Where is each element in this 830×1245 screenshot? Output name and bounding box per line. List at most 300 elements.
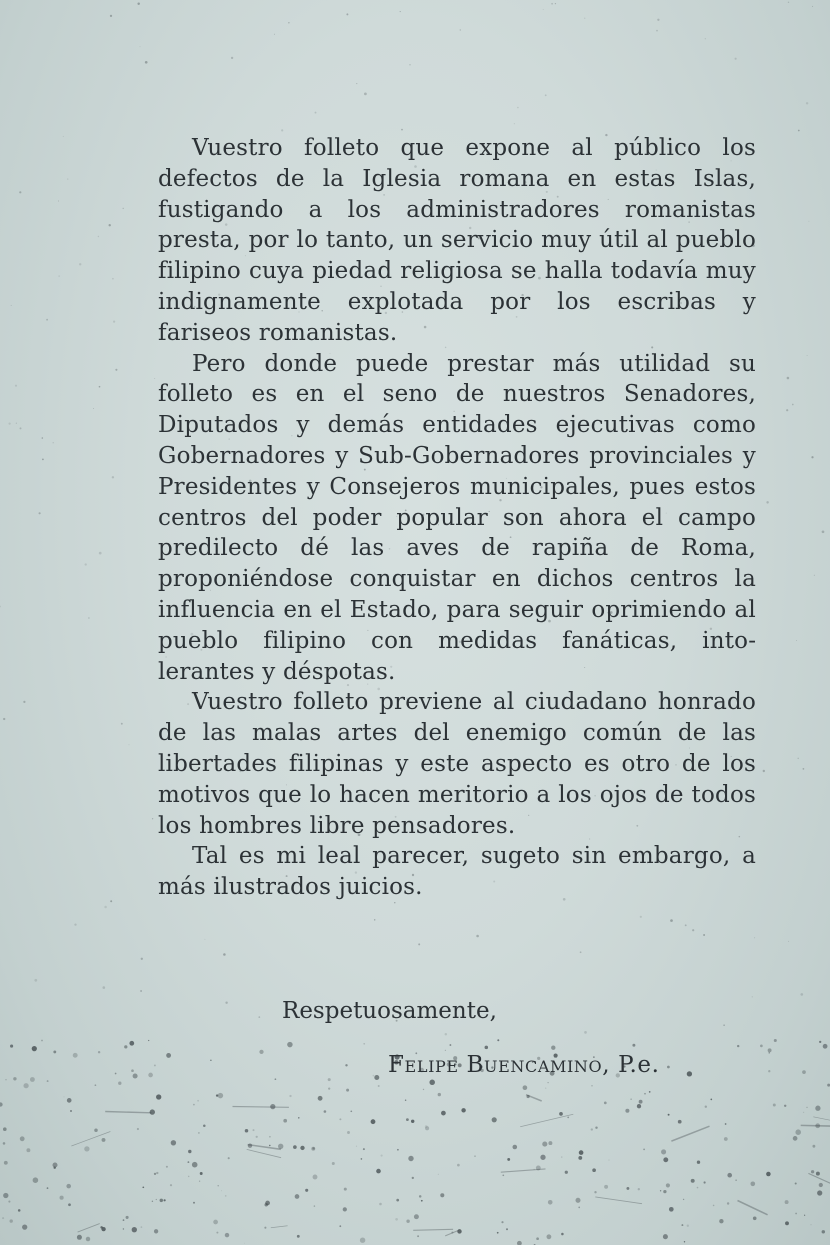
speckle: [154, 1229, 158, 1233]
speckle: [346, 1089, 349, 1092]
speckle: [723, 1024, 725, 1026]
speckle: [8, 1201, 10, 1203]
speckle: [154, 378, 155, 379]
speckle: [822, 1230, 825, 1233]
speckle: [492, 1117, 497, 1122]
speckle: [100, 1226, 102, 1228]
speckle: [609, 1160, 610, 1161]
speckle: [497, 1232, 499, 1234]
speckle: [425, 1126, 429, 1130]
speckle: [763, 770, 765, 772]
speckle: [121, 723, 123, 725]
speckle: [666, 1183, 670, 1187]
signature-suffix: P.e.: [618, 1052, 660, 1078]
speckle: [797, 758, 798, 759]
speckle: [63, 136, 64, 137]
scratch: [413, 1229, 453, 1230]
scratch: [105, 1112, 151, 1113]
speckle: [374, 919, 375, 920]
speckle: [812, 6, 813, 7]
speckle: [685, 924, 687, 926]
speckle: [793, 1136, 798, 1141]
speckle: [417, 1235, 419, 1237]
speckle: [578, 1156, 582, 1160]
speckle: [328, 1087, 330, 1089]
speckle: [595, 1126, 597, 1128]
speckle: [3, 1193, 8, 1198]
speckle: [129, 1041, 134, 1046]
speckle: [592, 1168, 596, 1172]
speckle: [485, 1046, 489, 1050]
speckle: [545, 1087, 546, 1088]
speckle: [225, 1001, 227, 1003]
speckle: [637, 1104, 641, 1108]
speckle: [364, 93, 367, 96]
speckle: [66, 1184, 71, 1189]
speckle: [379, 1203, 382, 1206]
speckle: [156, 1094, 161, 1099]
speckle: [798, 130, 800, 132]
speckle: [768, 1070, 770, 1072]
speckle: [124, 1045, 127, 1048]
speckle: [112, 476, 114, 478]
speckle: [517, 1241, 522, 1245]
speckle: [131, 1069, 134, 1072]
speckle: [506, 1228, 508, 1230]
speckle: [10, 1219, 13, 1222]
speckle: [543, 9, 544, 10]
speckle: [604, 1185, 608, 1189]
speckle: [59, 276, 60, 277]
speckle: [803, 768, 805, 770]
speckle: [812, 1145, 815, 1148]
scratch: [233, 1107, 289, 1108]
speckle: [99, 386, 101, 388]
letter-body: [158, 133, 756, 903]
speckle: [278, 1144, 283, 1149]
speckle: [703, 934, 705, 936]
speckle: [283, 1119, 287, 1123]
scratch: [501, 1169, 546, 1172]
speckle: [795, 1129, 801, 1135]
speckle: [275, 1078, 277, 1080]
speckle: [536, 1237, 539, 1240]
speckle: [561, 1233, 564, 1236]
speckle: [565, 1171, 568, 1174]
speckle: [684, 1241, 685, 1242]
speckle: [713, 1205, 715, 1207]
speckle: [152, 818, 153, 819]
speckle: [13, 1077, 16, 1080]
speckle: [406, 1118, 409, 1121]
speckle: [376, 1169, 381, 1174]
speckle: [145, 61, 148, 64]
speckle: [819, 1183, 823, 1187]
speckle: [332, 1162, 335, 1165]
scratch: [595, 1197, 642, 1204]
signature: [388, 1052, 660, 1078]
speckle: [807, 355, 808, 356]
speckle: [625, 1109, 629, 1113]
speckle: [98, 236, 99, 237]
speckle: [30, 1077, 35, 1082]
scratch: [78, 1224, 100, 1233]
speckle: [405, 1099, 406, 1100]
speckle: [408, 1156, 413, 1161]
speckle: [210, 1060, 211, 1061]
speckle: [692, 929, 694, 931]
speckle: [804, 1215, 805, 1216]
speckle: [347, 1131, 350, 1134]
speckle: [656, 30, 658, 32]
paragraph-2: Pero donde puede prestar más utilidad su folleto es en el seno de nuestros Senadores, Diputados y demás entidades ejecutivas como Gobernadores y Sub-Gobernadores provinciales y Presidentes y Consejeros municipales, pues estos centros del poder popular son ahora el campo predilecto dé las aves de rapiña de Roma, proponiéndose conquistar en dichos centros la influencia en el Estado, para seguir oprimiendo al pueblo filipino con medidas fanáticas, intolerantes y déspotas.: [158, 350, 756, 685]
speckle: [204, 939, 205, 940]
speckle: [95, 1084, 97, 1086]
speckle: [644, 1093, 646, 1095]
speckle: [339, 1225, 341, 1227]
speckle: [414, 1214, 419, 1219]
speckle: [705, 1105, 707, 1107]
speckle: [148, 1073, 153, 1078]
speckle: [750, 1181, 755, 1186]
closing-salutation: Respetuosamente,: [282, 998, 497, 1024]
speckle: [216, 1232, 218, 1234]
speckle: [200, 1172, 203, 1175]
speckle: [545, 94, 547, 96]
speckle: [735, 58, 737, 60]
speckle: [221, 1190, 222, 1191]
speckle: [559, 1112, 563, 1116]
speckle: [140, 990, 142, 992]
speckle: [640, 916, 642, 918]
speckle: [409, 64, 410, 65]
speckle: [691, 1179, 695, 1183]
speckle: [406, 1219, 409, 1222]
speckle: [11, 305, 12, 306]
speckle: [579, 1150, 584, 1155]
speckle: [760, 1045, 763, 1048]
speckle: [811, 1170, 814, 1173]
speckle: [429, 1080, 435, 1086]
speckle: [802, 1070, 806, 1074]
speckle: [551, 1046, 555, 1050]
speckle: [657, 19, 659, 21]
speckle: [423, 1089, 424, 1090]
speckle: [378, 1085, 380, 1087]
speckle: [154, 1173, 156, 1175]
speckle: [497, 1039, 499, 1041]
speckle: [68, 1203, 71, 1206]
paragraph-4: Tal es mi leal parecer, sugeto sin embargo, a más ilustrados juicios.: [158, 843, 756, 901]
speckle: [42, 437, 44, 439]
speckle: [705, 38, 706, 39]
speckle: [660, 1190, 661, 1191]
speckle: [110, 15, 112, 17]
speckle: [203, 1125, 206, 1128]
speckle: [123, 1228, 124, 1229]
speckle: [315, 112, 317, 114]
speckle: [517, 107, 519, 109]
speckle: [769, 1052, 770, 1053]
scratch: [247, 1149, 281, 1157]
speckle: [669, 1207, 674, 1212]
speckle: [461, 1108, 465, 1112]
speckle: [32, 1046, 37, 1051]
speckle: [784, 1105, 786, 1107]
speckle: [356, 83, 357, 84]
speckle: [123, 208, 124, 209]
speckle: [594, 1191, 596, 1193]
speckle: [318, 1096, 323, 1101]
speckle: [305, 1189, 308, 1192]
speckle: [639, 1100, 643, 1104]
speckle: [395, 1218, 398, 1221]
speckle: [86, 1237, 90, 1241]
speckle: [245, 1129, 249, 1133]
speckle: [53, 1166, 55, 1168]
speckle: [141, 958, 143, 960]
speckle: [548, 1141, 552, 1145]
speckle: [810, 1224, 811, 1225]
speckle: [811, 456, 813, 458]
speckle: [687, 1225, 689, 1227]
speckle: [513, 1145, 518, 1150]
speckle: [344, 1188, 347, 1191]
speckle: [64, 1096, 65, 1097]
speckle: [800, 993, 803, 996]
speckle: [773, 1104, 776, 1107]
speckle: [103, 986, 106, 989]
speckle: [697, 1187, 699, 1189]
speckle: [710, 1099, 712, 1101]
speckle: [115, 369, 117, 371]
speckle: [85, 563, 87, 565]
speckle: [580, 951, 582, 953]
speckle: [507, 1158, 510, 1161]
speckle: [70, 1110, 72, 1112]
speckle: [752, 996, 753, 997]
speckle: [787, 377, 790, 380]
speckle: [668, 1114, 670, 1116]
speckle: [441, 1111, 446, 1116]
speckle: [109, 224, 111, 226]
speckle: [84, 1146, 89, 1151]
paragraph-3: Vuestro folleto previene al ciudadano honrado de las malas artes del enemigo común de las libertades filipinas y este aspecto es otro de los motivos que lo hacen meritorio a los ojos de todos los hombres libre pensadores.: [158, 689, 756, 839]
speckle: [23, 701, 25, 703]
speckle: [725, 1123, 727, 1125]
speckle: [67, 1098, 72, 1103]
speckle: [445, 1050, 446, 1051]
speckle: [795, 1213, 797, 1215]
speckle: [9, 423, 11, 425]
speckle: [140, 46, 141, 47]
speckle: [397, 1149, 399, 1151]
speckle: [457, 1229, 461, 1233]
speckle: [110, 900, 112, 902]
speckle: [476, 935, 479, 938]
speckle: [663, 1190, 666, 1193]
speckle: [575, 1198, 580, 1203]
speckle: [449, 1044, 451, 1046]
scratch: [801, 1125, 830, 1126]
speckle: [244, 1243, 245, 1244]
speckle: [60, 1196, 64, 1200]
speckle: [231, 57, 233, 59]
speckle: [356, 1146, 357, 1147]
speckle: [814, 575, 815, 576]
speckle: [163, 1199, 165, 1201]
speckle: [5, 1079, 6, 1080]
speckle: [643, 1149, 645, 1151]
speckle: [293, 1145, 297, 1149]
speckle: [142, 1186, 144, 1188]
speckle: [806, 1107, 807, 1108]
speckle: [88, 617, 90, 619]
speckle: [193, 1202, 195, 1204]
speckle: [67, 179, 68, 180]
speckle: [133, 1073, 138, 1078]
speckle: [22, 1224, 27, 1229]
speckle: [132, 1227, 137, 1232]
speckle: [808, 221, 809, 222]
speckle: [264, 1227, 266, 1229]
speckle: [540, 1155, 545, 1160]
speckle: [785, 1200, 789, 1204]
speckle: [786, 409, 788, 411]
speckle: [113, 321, 115, 323]
speckle: [578, 1207, 580, 1209]
speckle: [735, 1179, 737, 1181]
speckle: [33, 1177, 39, 1183]
signature-name: Felipe Buencamino,: [388, 1052, 611, 1078]
speckle: [724, 1137, 728, 1141]
speckle: [3, 1142, 6, 1145]
speckle: [361, 1158, 363, 1160]
speckle: [198, 1132, 200, 1134]
speckle: [360, 1237, 365, 1242]
speckle: [502, 1174, 504, 1176]
speckle: [697, 1161, 700, 1164]
speckle: [567, 1117, 569, 1119]
speckle: [73, 1053, 78, 1058]
speckle: [501, 1221, 503, 1223]
speckle: [188, 1150, 191, 1153]
speckle: [806, 102, 808, 104]
speckle: [604, 1102, 607, 1105]
speckle: [166, 1053, 171, 1058]
speckle: [819, 1041, 821, 1043]
speckle: [363, 1043, 365, 1045]
speckle: [39, 512, 41, 514]
speckle: [822, 530, 825, 533]
speckle: [225, 1233, 229, 1237]
speckle: [228, 1157, 230, 1159]
speckle: [547, 1082, 548, 1083]
speckle: [788, 941, 789, 942]
speckle: [3, 718, 5, 720]
speckle: [256, 1136, 258, 1138]
speckle: [93, 408, 94, 409]
speckle: [102, 1138, 106, 1142]
speckle: [253, 1129, 255, 1131]
speckle: [678, 1120, 682, 1124]
speckle: [551, 3, 553, 5]
scratch: [248, 1145, 281, 1150]
speckle: [823, 1044, 828, 1049]
speckle: [687, 1071, 692, 1076]
speckle: [77, 1235, 82, 1240]
speckle: [269, 1136, 271, 1138]
speckle: [803, 1112, 804, 1113]
speckle: [3, 1127, 7, 1131]
speckle: [774, 1039, 777, 1042]
speckle: [192, 1162, 198, 1168]
speckle: [0, 606, 1, 608]
speckle: [188, 1176, 190, 1178]
speckle: [281, 129, 283, 131]
speckle: [514, 123, 515, 124]
speckle: [148, 1040, 149, 1041]
speckle: [115, 1073, 117, 1075]
speckle: [632, 1044, 635, 1047]
speckle: [217, 1185, 218, 1186]
speckle: [412, 1177, 414, 1179]
speckle: [792, 404, 794, 406]
speckle: [126, 1216, 129, 1219]
speckle: [667, 1066, 670, 1069]
speckle: [46, 319, 48, 321]
speckle: [704, 1181, 706, 1183]
speckle: [343, 1207, 347, 1211]
speckle: [339, 1118, 341, 1120]
speckle: [381, 1155, 383, 1157]
speckle: [170, 1184, 172, 1186]
speckle: [371, 1119, 376, 1124]
speckle: [269, 1145, 270, 1146]
speckle: [26, 1148, 30, 1152]
scratch: [445, 1230, 458, 1236]
speckle: [815, 1106, 820, 1111]
speckle: [584, 18, 585, 19]
speckle: [0, 1102, 3, 1106]
speckle: [753, 1216, 757, 1220]
speckle: [225, 1195, 227, 1197]
speckle: [4, 1161, 8, 1165]
speckle: [768, 1048, 772, 1052]
speckle: [74, 923, 76, 925]
speckle: [19, 191, 21, 193]
scratch: [738, 1201, 768, 1215]
speckle: [411, 1120, 414, 1123]
speckle: [218, 1093, 224, 1099]
speckle: [788, 2, 789, 3]
speckle: [99, 552, 102, 555]
speckle: [363, 1148, 365, 1150]
speckle: [10, 1045, 13, 1048]
speckle: [400, 11, 401, 12]
speckle: [41, 1040, 43, 1042]
speckle: [626, 1187, 629, 1190]
speckle: [817, 1190, 822, 1195]
speckle: [638, 1188, 640, 1190]
speckle: [259, 1050, 263, 1054]
speckle: [547, 1234, 552, 1239]
speckle: [737, 1045, 739, 1047]
speckle: [15, 385, 17, 387]
speckle: [670, 919, 673, 922]
speckle: [137, 2, 139, 4]
speckle: [661, 1149, 666, 1154]
